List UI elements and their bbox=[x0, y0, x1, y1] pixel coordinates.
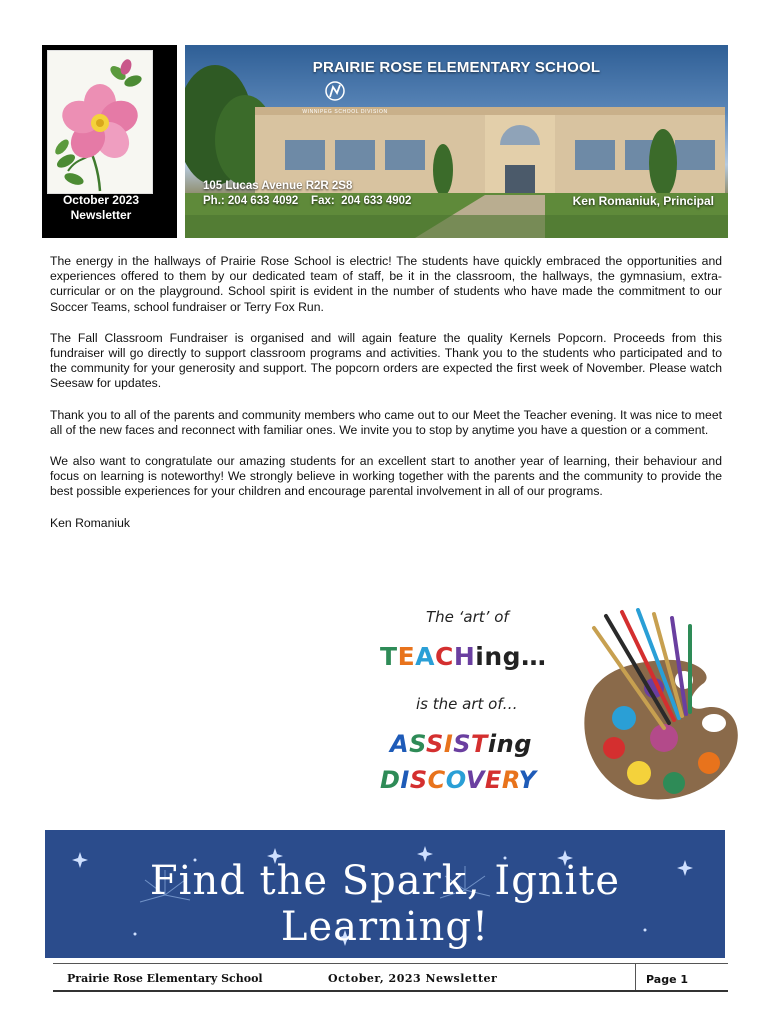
discovery-letter: V bbox=[465, 766, 485, 794]
prairie-rose-flower-icon bbox=[48, 51, 152, 193]
art-of-teaching-graphic bbox=[372, 600, 752, 810]
teaching-letter: C bbox=[435, 642, 454, 671]
phone-fax-line: Ph.: 204 633 4092 Fax: 204 633 4902 bbox=[203, 195, 412, 207]
page-number: Page 1 bbox=[646, 973, 689, 986]
paragraph-school-spirit: The energy in the hallways of Prairie Rose School is electric! The students have quickly embraced the opportunities and experiences offered to them by our dedicated team of staff, be it in the classroom, the hallways, the gymnasium, extra-curricular or on the playground. School spirit is evident in the number of students who have made the commitment to our Soccer Teams, school fundraiser or Terry Fox Run. bbox=[50, 254, 722, 314]
prairie-rose-illustration bbox=[47, 50, 153, 194]
teaching-letter: ing… bbox=[475, 642, 547, 671]
principal-name: Ken Romaniuk, Principal bbox=[572, 194, 714, 208]
discovery-letter: S bbox=[409, 766, 428, 794]
assisting-word bbox=[390, 730, 532, 758]
signature: Ken Romaniuk bbox=[50, 515, 130, 530]
newsletter-logo-box bbox=[42, 45, 177, 238]
discovery-letter: C bbox=[427, 766, 446, 794]
teaching-word bbox=[380, 642, 547, 671]
issue-month: October 2023 bbox=[62, 193, 140, 207]
address-line: 105 Lucas Avenue R2R 2S8 bbox=[203, 180, 353, 192]
discovery-letter: R bbox=[501, 766, 519, 794]
discovery-letter: E bbox=[484, 766, 502, 794]
school-contact-info bbox=[203, 179, 411, 209]
art-line-1: The ‘art’ of bbox=[426, 608, 509, 626]
teaching-letter: T bbox=[380, 642, 398, 671]
issue-label bbox=[42, 193, 160, 223]
art-line-2: is the art of… bbox=[416, 695, 518, 713]
discovery-letter: D bbox=[380, 766, 401, 794]
paragraph-congratulations: We also want to congratulate our amazing students for an excellent start to another year of learning, their behaviour and focus on learning is noteworthy! We strongly believe in working together with the parents and the community to provide the best possible experiences for your children and encourage parental involvement in all of our programs. bbox=[50, 454, 722, 499]
teaching-letter: E bbox=[397, 642, 416, 671]
paragraph-fundraiser: The Fall Classroom Fundraiser is organised and will again feature the quality Kernels Popcorn. Proceeds from this fundraiser will go directly to support classroom programs and activities. Thank you to the students who participated and to the community for your generosity and support. The popcorn orders are expected the first week of November. Please watch Seesaw for updates. bbox=[50, 330, 722, 391]
assisting-letter: ing bbox=[487, 730, 532, 758]
page-number-box bbox=[635, 964, 728, 990]
slogan-banner bbox=[45, 830, 725, 958]
assisting-letter: S bbox=[409, 730, 427, 758]
newsletter-body bbox=[50, 254, 722, 547]
discovery-letter: I bbox=[400, 766, 410, 794]
paragraph-meet-the-teacher: Thank you to all of the parents and community members who came out to our Meet the Teacher evening. It was nice to meet all of the new faces and reconnect with familiar ones. We invite you to stop by anytime you have a question or a comment. bbox=[50, 407, 722, 437]
paint-palette-icon bbox=[564, 608, 744, 803]
page-footer bbox=[53, 963, 728, 992]
school-name-heading: PRAIRIE ROSE ELEMENTARY SCHOOL bbox=[312, 59, 601, 76]
teaching-letter: H bbox=[453, 642, 476, 671]
discovery-letter: O bbox=[445, 766, 466, 794]
assisting-letter: A bbox=[390, 730, 410, 758]
assisting-letter: I bbox=[443, 730, 454, 758]
discovery-letter: Y bbox=[518, 766, 537, 794]
issue-type: Newsletter bbox=[70, 208, 132, 222]
discovery-word bbox=[380, 766, 536, 794]
assisting-letter: S bbox=[426, 730, 444, 758]
footer-issue: October, 2023 Newsletter bbox=[328, 972, 498, 985]
slogan-text: Find the Spark, Ignite Learning! bbox=[149, 858, 621, 950]
assisting-letter: T bbox=[471, 730, 488, 758]
school-division-label: WINNIPEG SCHOOL DIVISION bbox=[302, 109, 388, 115]
teaching-letter: A bbox=[415, 642, 435, 671]
footer-school-name: Prairie Rose Elementary School bbox=[67, 972, 263, 985]
assisting-letter: S bbox=[453, 730, 472, 758]
school-photo-header bbox=[185, 45, 728, 238]
